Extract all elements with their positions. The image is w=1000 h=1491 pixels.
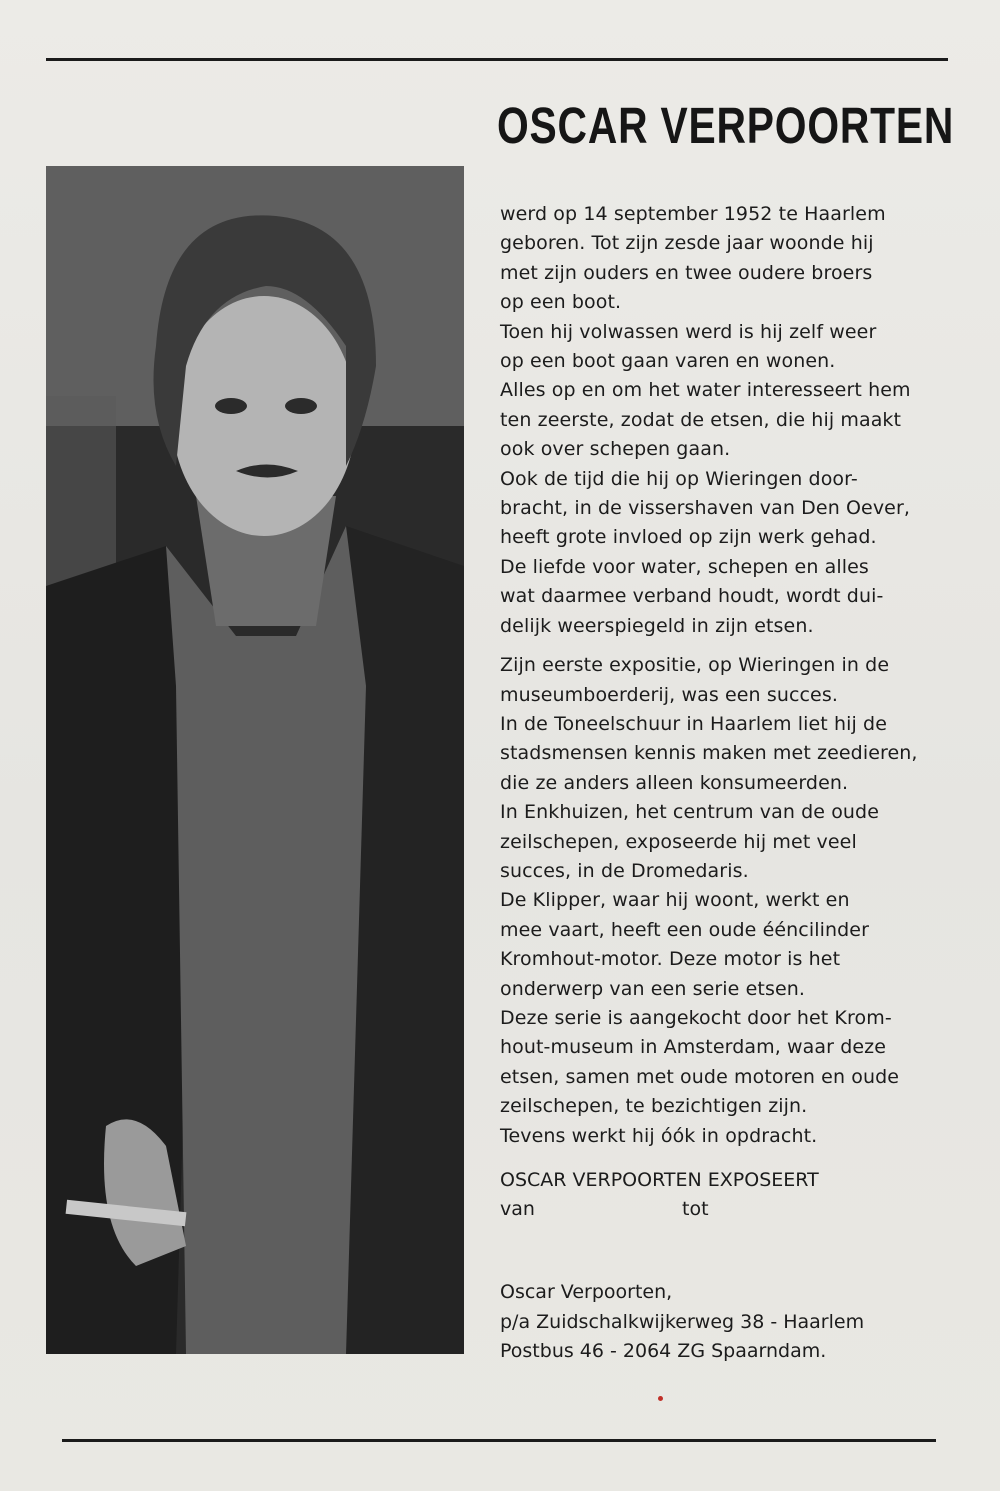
- address-name: Oscar Verpoorten,: [500, 1281, 673, 1303]
- bio-line: ook over schepen gaan.: [500, 438, 731, 461]
- address-street: p/a Zuidschalkwijkerweg 38 - Haarlem: [500, 1310, 865, 1333]
- biography: [500, 200, 970, 1151]
- exhibition-line: Tevens werkt hij óók in opdracht.: [500, 1124, 818, 1147]
- ink-spot: [658, 1396, 663, 1401]
- exhibition-line: De Klipper, waar hij woont, werkt en: [500, 889, 850, 912]
- exhibition-line: Kromhout-motor. Deze motor is het: [500, 948, 841, 971]
- paragraph-gap: [500, 641, 970, 651]
- exhibition-notice: [500, 1166, 819, 1224]
- bio-line: Ook de tijd die hij op Wieringen door-: [500, 467, 858, 490]
- address-postbox: Postbus 46 - 2064 ZG Spaarndam.: [500, 1340, 827, 1362]
- exhibition-heading: OSCAR VERPOORTEN EXPOSEERT: [500, 1169, 819, 1191]
- exhibition-line: stadsmensen kennis maken met zeedieren,: [500, 742, 918, 765]
- bottom-rule: [62, 1439, 936, 1442]
- contact-address: [500, 1278, 864, 1367]
- exhibition-line: museumboerderij, was een succes.: [500, 683, 838, 706]
- exhibition-line: Deze serie is aangekocht door het Krom-: [500, 1006, 892, 1029]
- bio-line: geboren. Tot zijn zesde jaar woonde hij: [500, 232, 874, 255]
- exhibition-line: zeilschepen, te bezichtigen zijn.: [500, 1095, 808, 1118]
- bio-line: met zijn ouders en twee oudere broers: [500, 261, 873, 284]
- bio-line: op een boot gaan varen en wonen.: [500, 350, 836, 373]
- bio-line: ten zeerste, zodat de etsen, die hij maakt: [500, 408, 902, 431]
- to-label: tot: [682, 1198, 709, 1220]
- exhibition-line: In de Toneelschuur in Haarlem liet hij de: [500, 712, 887, 735]
- exhibition-line: succes, in de Dromedaris.: [500, 859, 749, 882]
- top-rule: [46, 58, 948, 61]
- bio-line: heeft grote invloed op zijn werk gehad.: [500, 526, 877, 549]
- bio-line: wat daarmee verband houdt, wordt dui-: [500, 585, 884, 608]
- portrait-illustration: [46, 166, 464, 1354]
- bio-line: bracht, in de vissershaven van Den Oever,: [500, 497, 911, 520]
- bio-line: op een boot.: [500, 291, 622, 314]
- portrait-photo: [46, 166, 464, 1354]
- exhibition-line: hout-museum in Amsterdam, waar deze: [500, 1036, 887, 1059]
- bio-line: De liefde voor water, schepen en alles: [500, 555, 869, 578]
- exhibition-dates: [500, 1195, 819, 1224]
- bio-line: Toen hij volwassen werd is hij zelf weer: [500, 320, 877, 343]
- exhibition-line: Zijn eerste expositie, op Wieringen in de: [500, 654, 890, 677]
- exhibition-line: In Enkhuizen, het centrum van de oude: [500, 801, 880, 824]
- exhibition-line: die ze anders alleen konsumeerden.: [500, 771, 849, 794]
- exhibition-line: mee vaart, heeft een oude ééncilinder: [500, 918, 869, 941]
- exhibition-line: onderwerp van een serie etsen.: [500, 977, 806, 1000]
- page-title: OSCAR VERPOORTEN: [497, 97, 955, 154]
- exhibition-line: etsen, samen met oude motoren en oude: [500, 1065, 900, 1088]
- bio-line: Alles op en om het water interesseert hem: [500, 379, 911, 402]
- exhibition-line: zeilschepen, exposeerde hij met veel: [500, 830, 857, 853]
- bio-line: werd op 14 september 1952 te Haarlem: [500, 203, 886, 225]
- from-label: van: [500, 1198, 535, 1220]
- bio-line: delijk weerspiegeld in zijn etsen.: [500, 614, 814, 637]
